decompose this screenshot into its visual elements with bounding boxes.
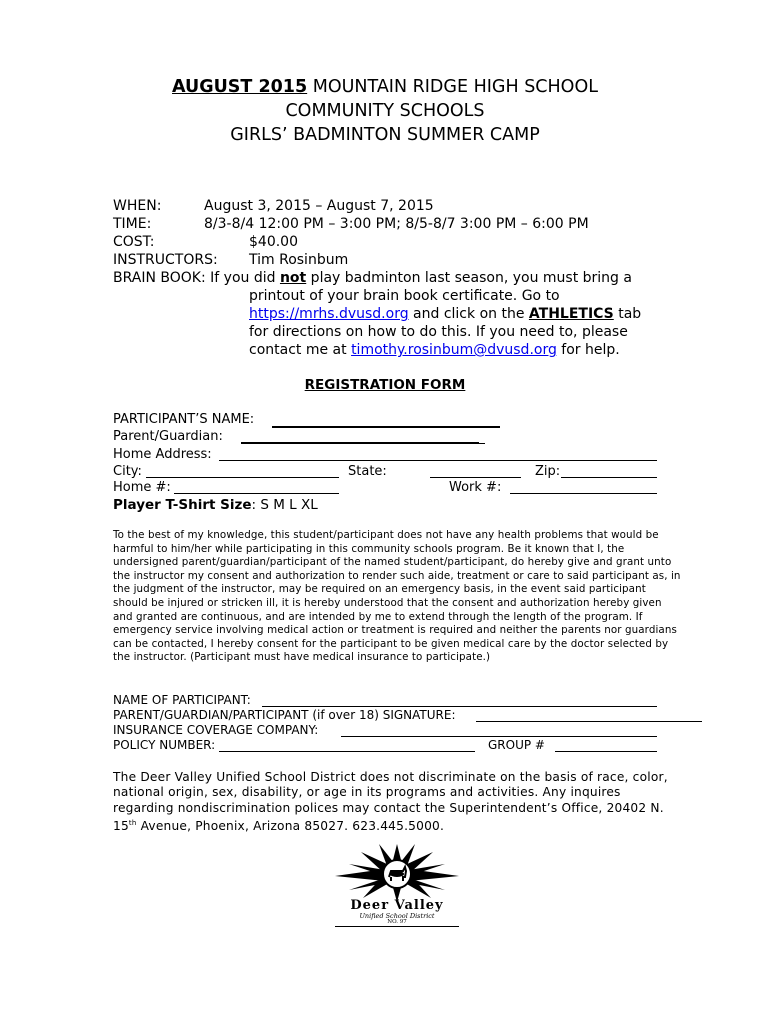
group-number-label: GROUP # <box>488 738 545 752</box>
header-line-2: COMMUNITY SCHOOLS <box>285 101 485 121</box>
sunburst-deer-icon <box>333 842 461 902</box>
cost-value: $40.00 <box>249 234 298 250</box>
home-address-label: Home Address: <box>113 447 212 462</box>
participant-name-label: PARTICIPANT’S NAME: <box>113 412 255 427</box>
insurance-company-label: INSURANCE COVERAGE COMPANY: <box>113 723 319 737</box>
time-label: TIME: <box>113 216 152 232</box>
registration-form-title: REGISTRATION FORM <box>304 377 466 393</box>
email-link[interactable]: timothy.rosinbum@dvusd.org <box>351 342 557 358</box>
consent-paragraph: To the best of my knowledge, this student/participant does not have any health problems that would be harmful to him/her while participating in this community schools program. Be it known that I, the undersigned parent/guardian/participant of the named student/participant, do hereby give and grant unto the instructor my consent and authorization to render such aide, treatment or care to said participant as, in the judgment of the instructor, may be required on an emergency basis, in the event said participant should be injured or stricken ill, it is hereby understood that the consent and authorization hereby given and granted are continuous, and are intended by me to extend through the length of the program. If emergency service involving medical action or treatment is required and neither the parents nor guardians can be contacted, I hereby consent for the participant to be given medical care by the doctor selected by the instructor. (Participant must have medical insurance to participate.) <box>113 529 681 664</box>
header-line-1: AUGUST 2015 MOUNTAIN RIDGE HIGH SCHOOL <box>172 77 598 97</box>
home-address-field[interactable] <box>219 460 657 461</box>
work-phone-field[interactable] <box>510 493 657 494</box>
instructors-value: Tim Rosinbum <box>249 252 349 268</box>
name-of-participant-label: NAME OF PARTICIPANT: <box>113 693 251 707</box>
home-phone-label: Home #: <box>113 480 171 495</box>
brain-book-line-3: https://mrhs.dvusd.org and click on the ATHLETICS tab <box>249 306 642 322</box>
insurance-company-field[interactable] <box>341 736 657 737</box>
city-label: City: <box>113 464 142 479</box>
zip-field[interactable] <box>561 477 657 478</box>
when-value: August 3, 2015 – August 7, 2015 <box>204 198 434 214</box>
work-phone-label: Work #: <box>449 480 502 495</box>
instructors-label: INSTRUCTORS: <box>113 252 218 268</box>
parent-signature-label: PARENT/GUARDIAN/PARTICIPANT (if over 18) SIGNATURE: <box>113 708 456 722</box>
time-value: 8/3-8/4 12:00 PM – 3:00 PM; 8/5-8/7 3:00 PM – 6:00 PM <box>204 216 589 232</box>
nondiscrimination-notice: The Deer Valley Unified School District does not discriminate on the basis of race, color, national origin, sex, disability, or age in its programs and activities. Any inquires regarding nondiscrimination polices may contact the Superintendent’s Office, 20402 N. 15th Avenue, Phoenix, Arizona 85027. 623.445.5000. <box>113 770 668 834</box>
brain-book-line-5: contact me at timothy.rosinbum@dvusd.org for help. <box>249 342 620 358</box>
policy-number-field[interactable] <box>219 751 475 752</box>
deer-valley-logo <box>333 842 461 928</box>
header-line-3: GIRLS’ BADMINTON SUMMER CAMP <box>230 125 540 145</box>
parent-signature-field[interactable] <box>476 721 702 722</box>
brain-book-line-4: for directions on how to do this. If you need to, please <box>249 324 628 340</box>
header-date: AUGUST 2015 <box>172 77 308 97</box>
when-label: WHEN: <box>113 198 162 214</box>
state-field[interactable] <box>430 477 521 478</box>
brain-book-line-1: BRAIN BOOK: If you did not play badminton last season, you must bring a <box>113 270 632 286</box>
group-number-field[interactable] <box>555 751 657 752</box>
logo-subtitle: Unified School District <box>359 912 435 920</box>
policy-number-label: POLICY NUMBER: <box>113 738 216 752</box>
parent-guardian-field[interactable] <box>241 442 479 444</box>
home-phone-field[interactable] <box>174 493 339 494</box>
name-of-participant-field[interactable] <box>262 706 657 707</box>
parent-guardian-field-tail <box>479 443 485 444</box>
tshirt-size-row <box>113 496 318 514</box>
cost-label: COST: <box>113 234 155 250</box>
logo-underline <box>335 926 459 927</box>
mrhs-link[interactable]: https://mrhs.dvusd.org <box>249 306 409 322</box>
logo-number: NO. 97 <box>387 919 407 925</box>
participant-name-field[interactable] <box>272 426 500 428</box>
state-label: State: <box>348 464 387 479</box>
brain-book-line-2: printout of your brain book certificate. Go to <box>249 288 560 304</box>
parent-guardian-label: Parent/Guardian: <box>113 429 223 444</box>
zip-label: Zip: <box>535 464 561 479</box>
tshirt-size-label: Player T-Shirt Size <box>113 497 252 513</box>
city-field[interactable] <box>146 477 339 478</box>
logo-name: Deer Valley <box>350 898 444 913</box>
tshirt-size-options[interactable]: : S M L XL <box>251 497 318 513</box>
